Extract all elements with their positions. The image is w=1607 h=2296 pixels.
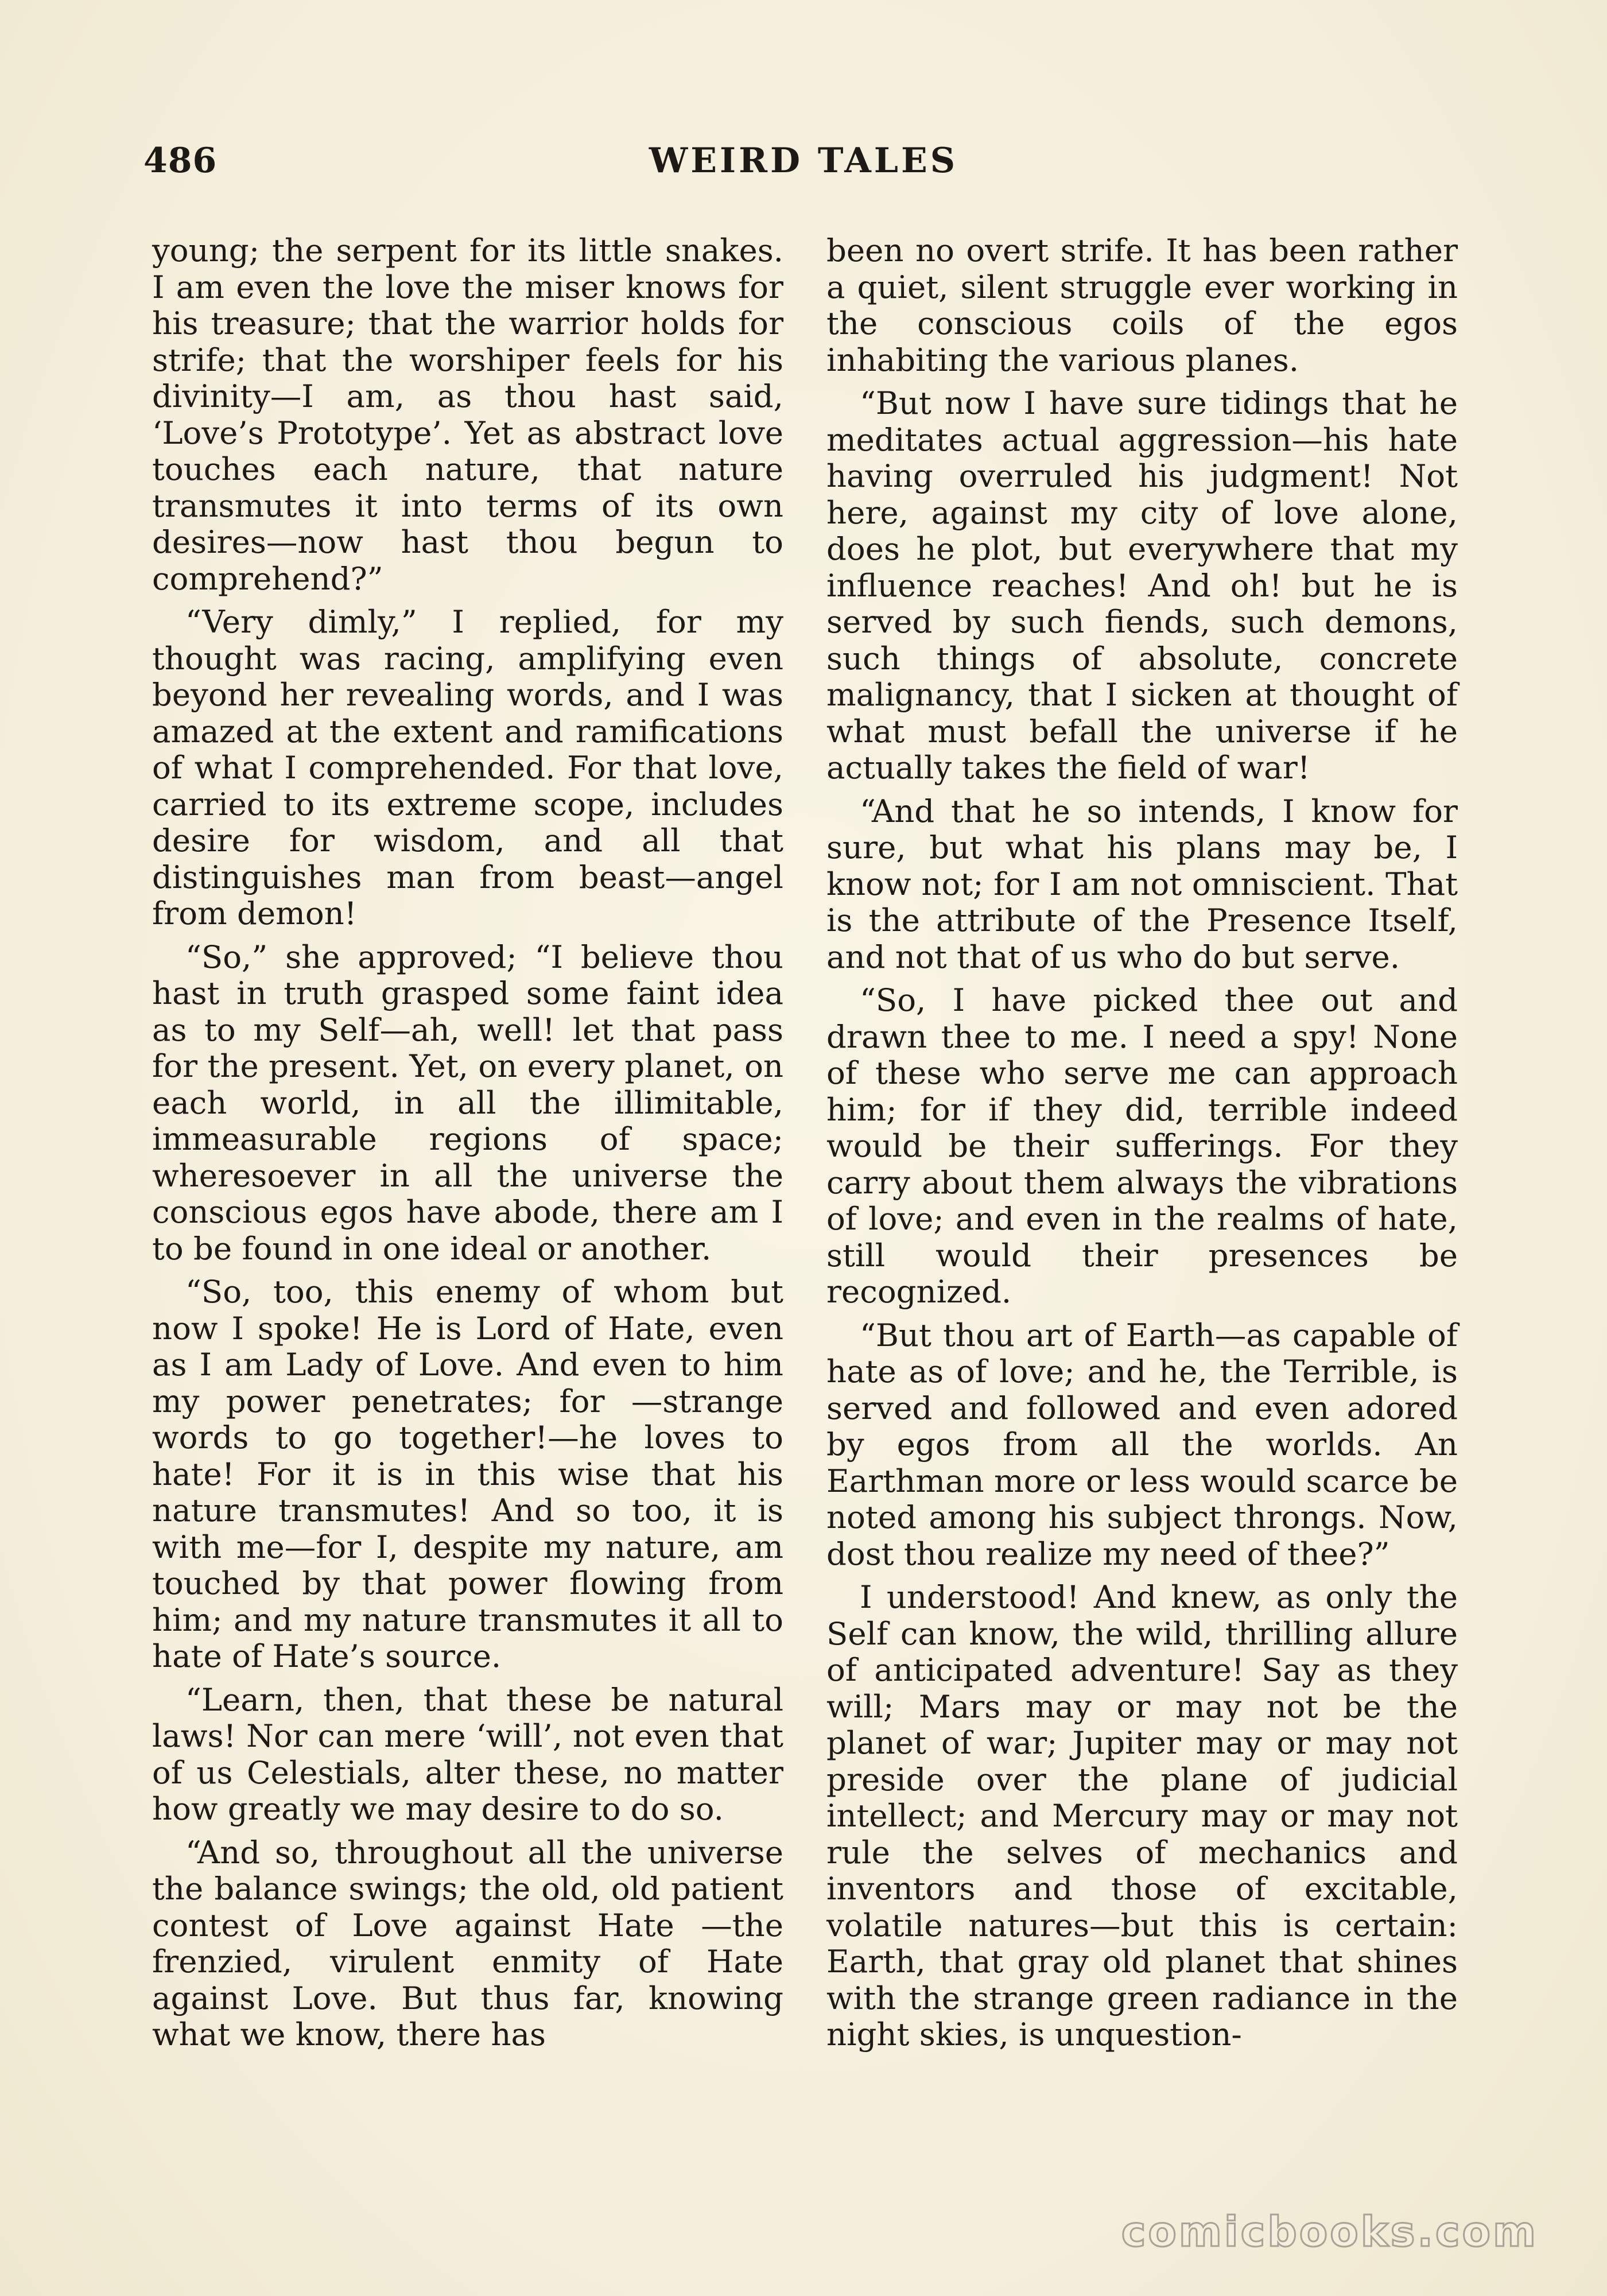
running-head: WEIRD TALES [649, 141, 958, 181]
page-number: 486 [143, 141, 218, 181]
paragraph: “So,” she approved; “I believe thou hast in truth grasped some faint idea as to my Self—ah, well! let that pass for the present. Yet, on every planet, on each world, in all the illimitable, immeasurable regions of space; wheresoever in all the universe the conscious egos have abode, there am I to be found in one ideal or another. [152, 938, 783, 1267]
paragraph: “So, I have picked thee out and drawn thee to me. I need a spy! None of these who serve me can approach him; for if they did, terrible indeed would be their sufferings. For they carry about them always the vibrations of love; and even in the realms of hate, still would their presences be recognized. [826, 982, 1458, 1310]
paragraph: “And so, throughout all the universe the balance swings; the old, old patient contest of Love against Hate —the frenzied, virulent enmity of Hate against Love. But thus far, knowing what we know, there has [152, 1833, 783, 2053]
paragraph: “Learn, then, that these be natural laws! Nor can mere ‘will’, not even that of us Celestials, alter these, no matter how greatly we may desire to do so. [152, 1681, 783, 1827]
left-column [152, 232, 783, 2060]
paragraph: young; the serpent for its little snakes. I am even the love the miser knows for his treasure; that the warrior holds for strife; that the worshiper feels for his divinity—I am, as thou hast said, ‘Love’s Prototype’. Yet as abstract love touches each nature, that nature transmutes it into terms of its own desires—now hast thou begun to comprehend?” [152, 232, 783, 597]
paragraph: been no overt strife. It has been rather a quiet, silent struggle ever working in the conscious coils of the egos inhabiting the various planes. [826, 232, 1458, 378]
paragraph: “But thou art of Earth—as capable of hate as of love; and he, the Terrible, is served and followed and even adored by egos from all the worlds. An Earthman more or less would scarce be noted among his subject throngs. Now, dost thou realize my need of thee?” [826, 1316, 1458, 1572]
page-header [143, 141, 1464, 192]
paragraph: “And that he so intends, I know for sure, but what his plans may be, I know not; for I am not omniscient. That is the attribute of the Presence Itself, and not that of us who do but serve. [826, 792, 1458, 975]
right-column [826, 232, 1458, 2060]
source-watermark: comicbooks.com [1121, 2208, 1538, 2256]
paragraph: “So, too, this enemy of whom but now I spoke! He is Lord of Hate, even as I am Lady of Love. And even to him my power penetrates; for —strange words to go together!—he loves to hate! For it is in this wise that his nature transmutes! And so too, it is with me—for I, despite my nature, am touched by that power flowing from him; and my nature transmutes it all to hate of Hate’s source. [152, 1273, 783, 1674]
paragraph: “Very dimly,” I replied, for my thought was racing, amplifying even beyond her revealing words, and I was amazed at the extent and ramifications of what I comprehended. For that love, carried to its extreme scope, includes desire for wisdom, and all that distinguishes man from beast—angel from demon! [152, 603, 783, 932]
paragraph: I understood! And knew, as only the Self can know, the wild, thrilling allure of anticipated adventure! Say as they will; Mars may or may not be the planet of war; Jupiter may or may not preside over the plane of judicial intellect; and Mercury may or may not rule the selves of mechanics and inventors and those of excitable, volatile natures—but this is certain: Earth, that gray old planet that shines with the strange green radiance in the night skies, is unquestion- [826, 1578, 1458, 2053]
paragraph: “But now I have sure tidings that he meditates actual aggression—his hate having overruled his judgment! Not here, against my city of love alone, does he plot, but everywhere that my influence reaches! And oh! but he is served by such fiends, such demons, such things of absolute, concrete malignancy, that I sicken at thought of what must befall the universe if he actually takes the field of war! [826, 385, 1458, 786]
